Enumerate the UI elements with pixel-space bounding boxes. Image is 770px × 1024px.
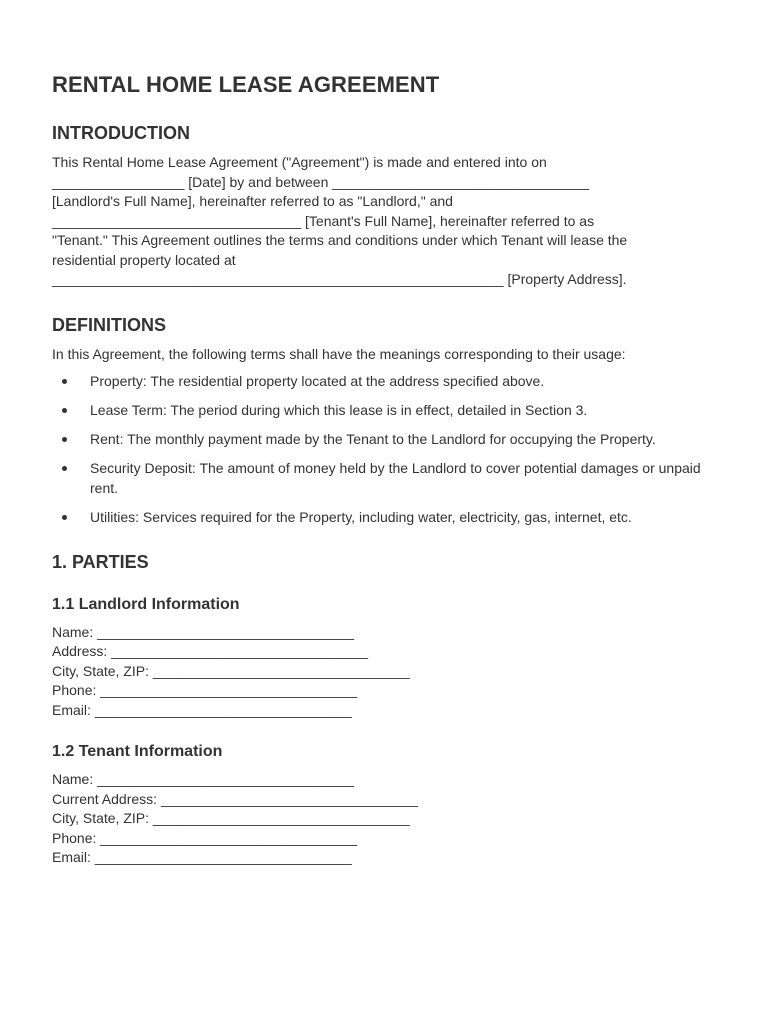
landlord-address-field: Address: _________________________________ bbox=[52, 643, 369, 659]
list-item bbox=[52, 508, 724, 528]
tenant-city-state-zip-field: City, State, ZIP: _________________________________ bbox=[52, 810, 410, 826]
list-item-text: Rent: The monthly payment made by the Tenant to the Landlord for occupying the Property. bbox=[90, 431, 656, 447]
intro-line: [Landlord's Full Name], hereinafter referred to as "Landlord," and bbox=[52, 193, 453, 209]
parties-heading: 1. PARTIES bbox=[52, 551, 149, 572]
intro-line: residential property located at bbox=[52, 251, 236, 268]
intro-line: "Tenant." This Agreement outlines the terms and conditions under which Tenant will lease the bbox=[52, 232, 628, 248]
landlord-fields bbox=[52, 623, 724, 721]
bullet-icon bbox=[62, 466, 67, 471]
landlord-name-field: Name: _________________________________ bbox=[52, 623, 355, 640]
definitions-heading: DEFINITIONS bbox=[52, 314, 167, 335]
list-item-text: Lease Term: The period during which this lease is in effect, detailed in Section 3. bbox=[90, 402, 588, 418]
bullet-icon bbox=[62, 379, 67, 384]
list-item bbox=[52, 459, 724, 498]
list-item-text: Utilities: Services required for the Property, including water, electricity, gas, internet, etc. bbox=[90, 508, 632, 525]
landlord-phone-field: Phone: _________________________________ bbox=[52, 682, 358, 698]
list-item bbox=[52, 430, 724, 450]
intro-line: _________________ [Date] by and between _________________________________ bbox=[52, 173, 590, 190]
list-item bbox=[52, 372, 724, 392]
introduction-heading: INTRODUCTION bbox=[52, 123, 190, 143]
tenant-email-field: Email: _________________________________ bbox=[52, 849, 352, 865]
tenant-info-heading: 1.2 Tenant Information bbox=[52, 743, 223, 760]
introduction-paragraph bbox=[52, 153, 724, 290]
document-title: RENTAL HOME LEASE AGREEMENT bbox=[52, 72, 440, 97]
intro-line: ________________________________ [Tenant's Full Name], hereinafter referred to as bbox=[52, 212, 595, 229]
bullet-icon bbox=[62, 408, 67, 413]
bullet-icon bbox=[62, 515, 67, 520]
bullet-icon bbox=[62, 437, 67, 442]
tenant-phone-field: Phone: _________________________________ bbox=[52, 829, 358, 846]
tenant-current-address-field: Current Address: _________________________________ bbox=[52, 790, 418, 807]
intro-line: This Rental Home Lease Agreement ("Agreement") is made and entered into on bbox=[52, 154, 547, 170]
list-item-text: Property: The residential property located at the address specified above. bbox=[90, 373, 545, 389]
landlord-city-state-zip-field: City, State, ZIP: _________________________________ bbox=[52, 662, 410, 679]
definitions-list bbox=[52, 372, 724, 527]
definitions-intro: In this Agreement, the following terms shall have the meanings corresponding to their usage: bbox=[52, 345, 626, 362]
tenant-name-field: Name: _________________________________ bbox=[52, 771, 355, 787]
intro-line: __________________________________________________________ [Property Address]. bbox=[52, 271, 627, 287]
landlord-info-heading: 1.1 Landlord Information bbox=[52, 595, 240, 613]
tenant-fields bbox=[52, 770, 724, 868]
list-item bbox=[52, 401, 724, 421]
list-item-text: Security Deposit: The amount of money held by the Landlord to cover potential damages or unpaid rent. bbox=[90, 460, 701, 496]
document-page bbox=[52, 68, 724, 868]
landlord-email-field: Email: _________________________________ bbox=[52, 701, 352, 718]
